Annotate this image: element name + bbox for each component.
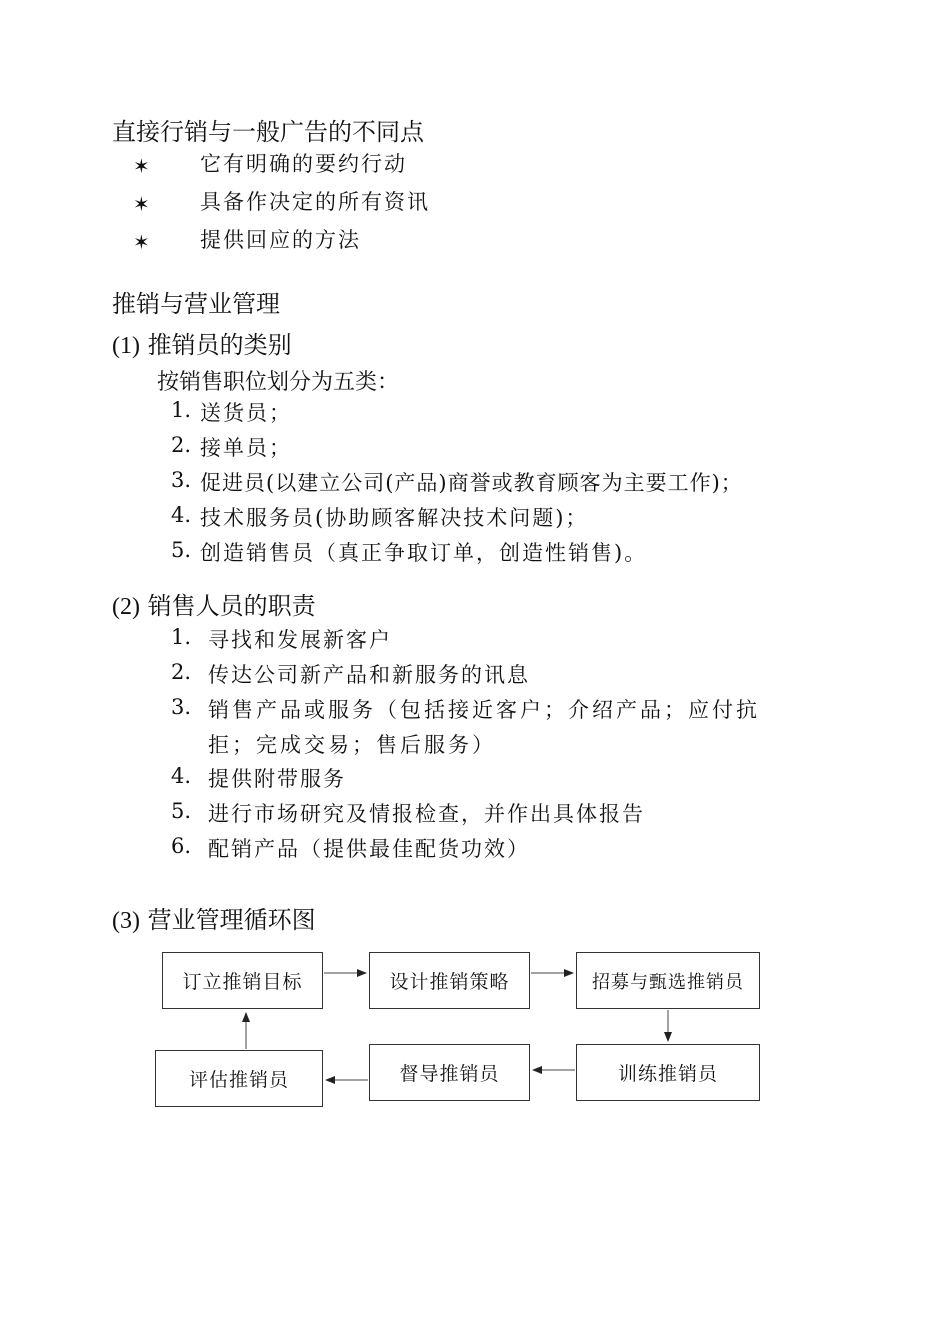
bullet-item: 具备作决定的所有资讯 xyxy=(200,190,430,214)
list-number: 1. xyxy=(171,398,192,422)
list-number: 3. xyxy=(171,695,192,719)
subsection-label: 销售人员的职责 xyxy=(147,592,316,620)
list-number: 2. xyxy=(171,433,192,457)
list-item: 技术服务员(协助顾客解决技术问题)； xyxy=(200,506,589,530)
list-item: 传达公司新产品和新服务的讯息 xyxy=(208,663,530,687)
flow-box-set-goal: 订立推销目标 xyxy=(162,952,323,1009)
flow-box-recruit: 招募与甄选推销员 xyxy=(576,952,760,1009)
bullet-star-icon: ✶ xyxy=(133,154,150,178)
subsection-label: 营业管理循环图 xyxy=(147,906,316,934)
list-item: 提供附带服务 xyxy=(208,767,346,791)
subsection-label: 推销员的类别 xyxy=(147,331,292,359)
list-number: 4. xyxy=(171,503,192,527)
section-title-sales-management: 推销与营业管理 xyxy=(112,290,280,318)
list-item-continuation: 拒；完成交易；售后服务） xyxy=(208,733,496,757)
list-item: 送货员； xyxy=(200,401,292,425)
bullet-item: 提供回应的方法 xyxy=(200,228,361,252)
list-number: 1. xyxy=(171,625,192,649)
list-item: 促进员(以建立公司(产品)商誉或教育顾客为主要工作)； xyxy=(200,471,743,495)
list-number: 3. xyxy=(171,468,192,492)
bullet-star-icon: ✶ xyxy=(133,192,150,216)
subsection-number: (2) xyxy=(112,594,140,620)
list-number: 4. xyxy=(171,764,192,788)
list-number: 5. xyxy=(171,799,192,823)
list-number: 2. xyxy=(171,660,192,684)
bullet-star-icon: ✶ xyxy=(133,230,150,254)
list-number: 6. xyxy=(171,834,192,858)
list-number: 5. xyxy=(171,538,192,562)
list-item: 配销产品（提供最佳配货功效） xyxy=(208,837,530,861)
flow-box-train: 训练推销员 xyxy=(576,1044,760,1101)
flow-box-design-strategy: 设计推销策略 xyxy=(369,952,530,1009)
subsection-number: (3) xyxy=(112,908,140,934)
list-item: 进行市场研究及情报检查，并作出具体报告 xyxy=(208,802,645,826)
classification-intro: 按销售职位划分为五类： xyxy=(157,370,400,395)
list-item: 销售产品或服务（包括接近客户；介绍产品；应付抗 xyxy=(208,698,760,722)
list-item: 接单员； xyxy=(200,436,292,460)
flow-box-evaluate: 评估推销员 xyxy=(155,1050,323,1107)
list-item: 创造销售员（真正争取订单，创造性销售)。 xyxy=(200,541,648,565)
subsection-number: (1) xyxy=(112,333,140,359)
section-title-direct-marketing: 直接行销与一般广告的不同点 xyxy=(112,118,424,146)
bullet-item: 它有明确的要约行动 xyxy=(200,152,407,176)
flow-box-supervise: 督导推销员 xyxy=(369,1044,530,1101)
list-item: 寻找和发展新客户 xyxy=(208,628,392,652)
